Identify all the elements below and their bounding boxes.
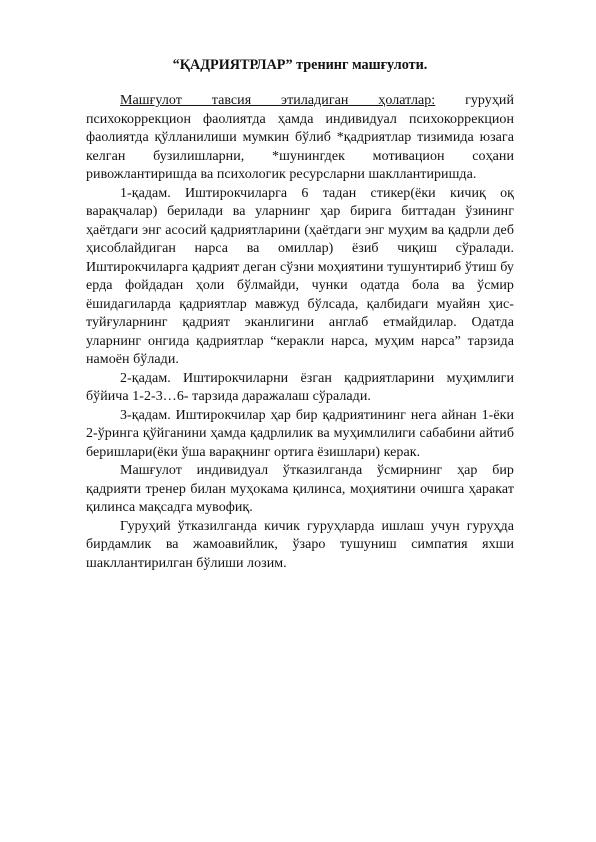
- step-3-paragraph: 3-қадам. Иштирокчилар ҳар бир қадриятининг нега айнан 1-ёки 2-ўринга қўйганини ҳамда қадрлилик ва муҳимлилиги сабабини айтиб беришлари(ёки ўша варақнинг ортига ёзишлари) керак.: [86, 407, 514, 460]
- intro-underlined-lead: Машғулот тавсия этиладиган ҳолатлар:: [120, 93, 436, 108]
- intro-text: гуруҳий психокоррекцион фаолиятда ҳамда индивидуал психокоррекцион фаолиятда қўлланилиши мумкин бўлиб *қадриятлар тизимида юзага келган бузилишларни, *шунингдек мотивацион соҳани ривожлантиришда ва психологик ресурсларни шакллантиришда.: [86, 93, 514, 182]
- individual-session-paragraph: Машғулот индивидуал ўтказилганда ўсмирнинг ҳар бир қадрияти тренер билан муҳокама қилинса, моҳиятини очишга ҳаракат қилинса мақсадга мувофиқ.: [86, 463, 514, 515]
- step-1-paragraph: 1-қадам. Иштирокчиларга 6 тадан стикер(ёки кичиқ оқ варақчалар) берилади ва уларнинг ҳар бирига биттадан ўзининг ҳаётдаги энг асосий қадриятларини (ҳаётдаги энг муҳим ва қадрли деб ҳисоблайдиган нарса ва омиллар) ёзиб чиқиш сўралади. Иштирокчиларга қадрият деган сўзни моҳиятини тушунтириб ўтиш бу ерда фойдадан ҳоли бўлмайди, чунки одатда бола ва ўсмир ёшидагиларда қадриятлар мавжуд бўлсада, қалбидаги муайян ҳис-туйғуларнинг қадрият эканлигини англаб етмайдилар. Одатда уларнинг онгида қадриятлар “керакли нарса, муҳим нарса” тарзида намоён бўлади.: [86, 185, 514, 367]
- intro-paragraph: [86, 92, 514, 185]
- group-session-paragraph: Гуруҳий ўтказилганда кичик гуруҳларда ишлаш учун гуруҳда бирдамлик ва жамоавийлик, ўзаро тушуниш симпатия яхши шакллантирилган бўлиши лозим.: [86, 518, 514, 571]
- page-title: “ҚАДРИЯТРЛАР” тренинг машғулоти.: [172, 57, 428, 73]
- step-2-paragraph: 2-қадам. Иштирокчиларни ёзган қадриятларини муҳимлиги бўйича 1-2-3…6- тарзида даражалаш сўралади.: [86, 370, 514, 404]
